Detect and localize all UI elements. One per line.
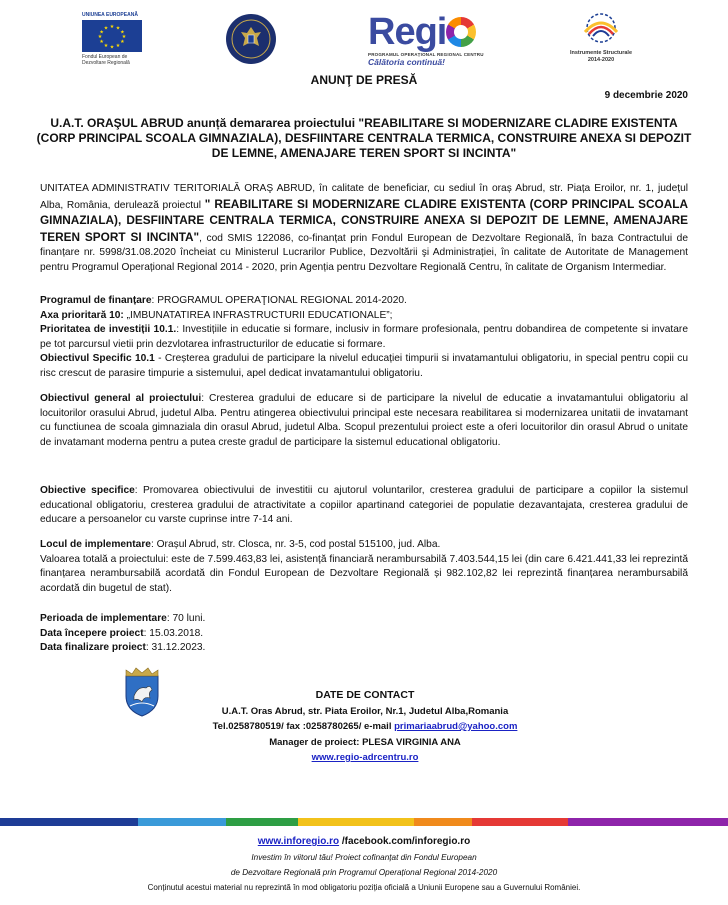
end-date-label: Data finalizare proiect xyxy=(40,642,146,654)
facebook-link[interactable]: /facebook.com/inforegio.ro xyxy=(339,836,471,847)
headline-project-name: "REABILITARE SI MODERNIZARE CLADIRE EXISTENTA (CORP PRINCIPAL SCOALA GIMNAZIALA), DESFIINTARE CENTRALA TERMICA, CONSTRUIRE ANEXA SI DEPOZIT DE LEMNE, AMENAJARE TEREN SPORT SI INCINTA" xyxy=(36,116,692,160)
general-objective xyxy=(40,392,688,450)
regio-wordmark-text: Regi xyxy=(368,11,447,53)
start-date-label: Data începere proiect xyxy=(40,627,144,639)
regio-o-icon xyxy=(446,17,476,47)
page-title: ANUNŢ DE PRESĂ xyxy=(310,73,418,87)
footer-cofinance-line-2: de Dezvoltare Regională prin Programul Operațional Regional 2014-2020 xyxy=(230,868,498,877)
logo-row xyxy=(0,8,728,68)
axis-value: „IMBUNATATIREA INFRASTRUCTURII EDUCATIONALE”; xyxy=(123,309,393,321)
inforegio-link[interactable]: www.inforegio.ro xyxy=(257,836,340,847)
footer-disclaimer: Conținutul acestui material nu reprezintă în mod obligatoriu poziția oficială a Uniunii Europene sau a Guvernului României. xyxy=(147,883,581,892)
contact-address: U.A.T. Oras Abrud, str. Piata Eroilor, Nr.1, Judetul Alba,Romania xyxy=(221,705,509,717)
headline-intro: U.A.T. ORAŞUL ABRUD anunță demararea proiectului xyxy=(50,116,359,130)
end-date-line xyxy=(40,641,688,656)
regio-logo xyxy=(368,13,508,71)
headline xyxy=(36,116,692,161)
structural-instruments-years: 2014-2020 xyxy=(587,57,615,63)
footer-color-bar xyxy=(0,818,728,826)
location-label: Locul de implementare xyxy=(40,539,151,550)
eu-logo xyxy=(82,12,162,66)
period-line xyxy=(40,612,688,627)
svg-text:★: ★ xyxy=(99,39,104,45)
project-manager: Manager de proiect: PLESA VIRGINIA ANA xyxy=(269,736,461,748)
start-date-line xyxy=(40,627,688,642)
specific-objectives-label: Obiective specifice xyxy=(40,485,135,496)
structural-instruments-label: Instrumente Structurale xyxy=(569,50,633,56)
intro-text-a: UNITATEA ADMINISTRATIV TERITORIALĂ ORAŞ ABRUD, în calitate de beneficiar, cu sediul în oraș Abrud, str. Piața Eroilor, nr. 1, județul Alba, România, derulează proiectul xyxy=(40,183,688,211)
general-objective-label: Obiectivul general al proiectului xyxy=(40,393,202,404)
start-date-value: : 15.03.2018. xyxy=(143,627,204,639)
location-value: : Orașul Abrud, str. Closca, nr. 3-5, cod postal 515100, jud. Alba. xyxy=(150,539,441,550)
svg-text:★: ★ xyxy=(99,29,104,36)
location-and-value xyxy=(40,538,688,596)
svg-text:★: ★ xyxy=(121,34,127,40)
period-value: : 70 luni. xyxy=(166,613,206,624)
program-value: : PROGRAMUL OPERAŢIONAL REGIONAL 2014-2020. xyxy=(151,295,407,306)
contact-email-link[interactable]: primariaabrud@yahoo.com xyxy=(394,721,518,732)
program-info xyxy=(40,294,688,382)
eu-fund-label: Fondul European de Dezvoltare Regională xyxy=(82,54,130,66)
regio-tagline: Călătoria continuă! xyxy=(368,57,445,67)
svg-text:★: ★ xyxy=(109,24,115,30)
svg-text:★: ★ xyxy=(120,29,125,36)
structural-instruments-logo xyxy=(566,10,636,70)
contact-phone-line xyxy=(100,719,630,735)
eu-label: UNIUNEA EUROPEANĂ xyxy=(82,12,138,18)
svg-text:★: ★ xyxy=(97,34,103,40)
svg-text:★: ★ xyxy=(115,25,121,32)
specific-objective-value: - Creșterea gradului de participare la nivelul educației timpurii si invatamantului obligatoriu, in special pentru copii cu risc crescut de parasire timpurie a sistemului, apel dedicat invatamantului obligatoriu. xyxy=(40,353,689,379)
priority-label: Prioritatea de investiții 10.1. xyxy=(40,324,177,336)
project-value-text: Valoarea totală a proiectului: este de 7.599.463,83 lei, asistență financiară nerambursabilă 7.403.544,15 lei (din care 6.421.441,33 lei reprezintă finanțarea nerambursabilă acordată din Fondul European de Dezvoltare Regională și 982.102,82 lei reprezintă finanțarea nerambursabilă acordată din bugetul de stat). xyxy=(40,553,688,594)
regio-program-label: PROGRAMUL OPERAȚIONAL REGIONAL CENTRU xyxy=(368,52,484,57)
timeline xyxy=(40,612,688,656)
specific-objective-line xyxy=(40,352,688,381)
svg-text:★: ★ xyxy=(103,25,109,32)
intro-text-c: , cod SMIS 122086, co-finanțat prin Fondul European de Dezvoltare Regională, în baza Contractului de finanțare nr. 5998/31.08.2020 încheiat cu Ministerul Lucrarilor Publice, Dezvoltării şi Administrației, în calitate de Autoritate de Management pentru Programul Operațional Regional 2014 - 2020, prin Agenția pentru Dezvoltare Regională Centru, în calitate de Organism Intermediar. xyxy=(40,232,688,273)
program-label: Programul de finanțare xyxy=(40,295,152,306)
regio-website-link[interactable]: www.regio-adrcentru.ro xyxy=(311,752,419,763)
period-label: Perioada de implementare xyxy=(40,613,167,624)
footer-cofinance-line-1: Investim în viitorul tău! Proiect cofinanțat din Fondul European xyxy=(251,853,477,862)
press-release-date: 9 decembrie 2020 xyxy=(604,90,688,101)
footer-links xyxy=(0,834,728,850)
specific-objectives-text: : Promovarea obiectivului de investitii cu ajutorul voluntarilor, cresterea gradului de participare a copiilor la sistemul educational obligatoriu, cresterea gradului de atractivitate a copiilor apartinand categoriei de populatie dezavantajata, cresterea gradului de educare a persoanelor cu varste cuprinse intre 7-14 ani. xyxy=(40,485,688,526)
end-date-value: : 31.12.2023. xyxy=(145,642,206,654)
intro-project-name: " REABILITARE SI MODERNIZARE CLADIRE EXISTENTA (CORP PRINCIPAL SCOALA GIMNAZIALA), DESFIINTARE CENTRALA TERMICA, CONSTRUIRE ANEXA SI DEPOZIT DE LEMNE, AMENAJARE TEREN SPORT SI INCINTA" xyxy=(40,196,688,244)
contact-title: DATE DE CONTACT xyxy=(315,689,415,701)
general-objective-text: : Cresterea gradului de educare si de participare la nivelul de educatie a invatamantului obligatoriu al locuitorilor orasului Abrud, judetul Alba. Pentru atingerea obiectivului principal este necesara reabilitarea si modernizarea unitatii de invatamant cu functiunea de scoala gimnaziala din orasul Abrud, judetul Alba. Scopul prezentului proiect este a oferi locuitorilor din orasul Abrud o unitate de invatamant moderna pentru a putea creste gradul de participare la sistemul educational obligatoriu. xyxy=(40,393,688,448)
contact-phone: Tel.0258780519/ fax :0258780265/ e-mail xyxy=(212,721,395,732)
priority-line xyxy=(40,323,688,352)
axis-line xyxy=(40,309,688,324)
regio-wordmark xyxy=(368,13,508,51)
specific-objective-label: Obiectivul Specific 10.1 xyxy=(40,353,155,365)
eu-flag-icon xyxy=(82,20,142,52)
svg-text:★: ★ xyxy=(115,43,121,49)
svg-text:★: ★ xyxy=(120,39,125,45)
svg-text:★: ★ xyxy=(109,44,115,50)
svg-text:★: ★ xyxy=(103,43,109,49)
government-seal-icon xyxy=(225,13,277,65)
location-line xyxy=(40,538,688,553)
intro-paragraph xyxy=(40,182,688,276)
footer xyxy=(0,834,728,896)
structural-instruments-icon xyxy=(571,10,631,44)
program-line xyxy=(40,294,688,309)
contact-section xyxy=(100,688,630,766)
axis-label: Axa prioritară 10: xyxy=(40,309,124,321)
priority-value: : Investițiile in educatie si formare, inclusiv in formare profesionala, pentru dobandirea de competente si invatare pe tot parcursul vietii prin dezvlotarea infrastructurilor de educatie si formare. xyxy=(40,324,688,350)
specific-objectives xyxy=(40,484,688,528)
